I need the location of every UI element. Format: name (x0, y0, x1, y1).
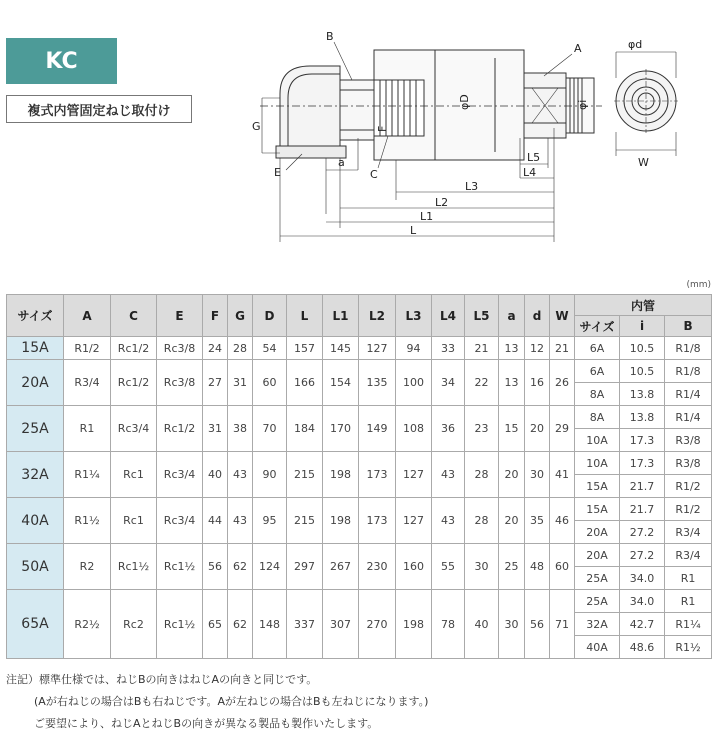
cell-l4: 78 (432, 590, 465, 659)
cell-g: 28 (228, 337, 253, 360)
cell-l2: 173 (359, 452, 396, 498)
dimension-drawing (240, 28, 710, 250)
cell-e: Rc1½ (157, 590, 203, 659)
cell-a: R2 (64, 544, 111, 590)
cell-l4: 36 (432, 406, 465, 452)
cell-w: 46 (550, 498, 575, 544)
cell-g: 43 (228, 452, 253, 498)
size-cell: 32A (7, 452, 64, 498)
label-G: G (252, 120, 261, 133)
cell-l2: 270 (359, 590, 396, 659)
inner-cell-i: 27.2 (620, 544, 665, 567)
cell-e: Rc3/4 (157, 452, 203, 498)
inner-cell-i: 10.5 (620, 360, 665, 383)
cell-c: Rc1½ (111, 544, 157, 590)
cell-g: 38 (228, 406, 253, 452)
col-header-9: L2 (359, 295, 396, 337)
size-cell: 40A (7, 498, 64, 544)
cell-c: Rc1/2 (111, 337, 157, 360)
cell-d: 48 (525, 544, 550, 590)
cell-l3: 160 (396, 544, 432, 590)
col-header-1: A (64, 295, 111, 337)
label-a: a (338, 156, 345, 169)
cell-e: Rc1½ (157, 544, 203, 590)
cell-f: 40 (203, 452, 228, 498)
cell-l4: 55 (432, 544, 465, 590)
cell-e: Rc1/2 (157, 406, 203, 452)
cell-a: R2½ (64, 590, 111, 659)
inner-cell-i: 13.8 (620, 406, 665, 429)
cell-l5: 22 (465, 360, 499, 406)
cell-l5: 30 (465, 544, 499, 590)
cell-l1: 307 (323, 590, 359, 659)
cell-d: 16 (525, 360, 550, 406)
inner-cell-b: R3/4 (665, 544, 712, 567)
notes (6, 669, 428, 735)
cell-f: 65 (203, 590, 228, 659)
col-header-11: L4 (432, 295, 465, 337)
size-cell: 65A (7, 590, 64, 659)
inner-cell-size: 6A (575, 337, 620, 360)
col-header-2: C (111, 295, 157, 337)
cell-e: Rc3/8 (157, 337, 203, 360)
col-header-13: a (499, 295, 525, 337)
note-line-3: ご要望により、ねじAとねじBの向きが異なる製品も製作いたします。 (34, 717, 379, 730)
spec-table (6, 294, 712, 659)
cell-a: 25 (499, 544, 525, 590)
cell-l1: 198 (323, 498, 359, 544)
inner-cell-i: 34.0 (620, 590, 665, 613)
cell-f: 24 (203, 337, 228, 360)
cell-l1: 198 (323, 452, 359, 498)
product-subtitle: 複式内管固定ねじ取付け (6, 95, 192, 123)
cell-f: 44 (203, 498, 228, 544)
label-phiD: φD (458, 94, 471, 110)
inner-cell-size: 32A (575, 613, 620, 636)
cell-l2: 127 (359, 337, 396, 360)
cell-l2: 149 (359, 406, 396, 452)
label-L: L (410, 224, 417, 237)
cell-d: 56 (525, 590, 550, 659)
cell-d: 60 (253, 360, 287, 406)
table-row (7, 360, 712, 383)
inner-cell-size: 10A (575, 452, 620, 475)
col-header-0: サイズ (7, 295, 64, 337)
inner-cell-i: 21.7 (620, 498, 665, 521)
inner-cell-size: 15A (575, 475, 620, 498)
inner-cell-i: 13.8 (620, 383, 665, 406)
label-F: F (376, 125, 389, 132)
col-header-12: L5 (465, 295, 499, 337)
col-header-4: F (203, 295, 228, 337)
cell-a: R1 (64, 406, 111, 452)
cell-d: 35 (525, 498, 550, 544)
inner-cell-i: 48.6 (620, 636, 665, 659)
inner-cell-size: 25A (575, 590, 620, 613)
col-header-10: L3 (396, 295, 432, 337)
cell-l5: 28 (465, 452, 499, 498)
table-header-row (7, 295, 712, 316)
cell-d: 70 (253, 406, 287, 452)
table-row (7, 498, 712, 521)
inner-cell-b: R1 (665, 567, 712, 590)
size-cell: 15A (7, 337, 64, 360)
cell-l2: 230 (359, 544, 396, 590)
unit-label: (mm) (686, 280, 711, 290)
cell-a: 20 (499, 498, 525, 544)
col-header-14: d (525, 295, 550, 337)
cell-l: 215 (287, 452, 323, 498)
inner-cell-i: 27.2 (620, 521, 665, 544)
label-phii: φi (576, 99, 589, 110)
cell-c: Rc1/2 (111, 360, 157, 406)
label-E: E (274, 166, 281, 179)
inner-cell-b: R3/8 (665, 429, 712, 452)
sub-header-2: B (665, 316, 712, 337)
cell-g: 62 (228, 590, 253, 659)
col-header-5: G (228, 295, 253, 337)
cell-l: 157 (287, 337, 323, 360)
cell-a: R1/2 (64, 337, 111, 360)
inner-cell-b: R1/4 (665, 406, 712, 429)
cell-e: Rc3/4 (157, 498, 203, 544)
inner-cell-size: 6A (575, 360, 620, 383)
sub-header-1: i (620, 316, 665, 337)
inner-cell-b: R1/2 (665, 498, 712, 521)
cell-l3: 108 (396, 406, 432, 452)
cell-d: 95 (253, 498, 287, 544)
note-line-2: (Aが右ねじの場合はBも右ねじです。Aが左ねじの場合はBも左ねじになります。) (34, 695, 429, 708)
inner-cell-size: 40A (575, 636, 620, 659)
cell-f: 27 (203, 360, 228, 406)
table-row (7, 590, 712, 613)
inner-cell-b: R1/4 (665, 383, 712, 406)
cell-l1: 145 (323, 337, 359, 360)
cell-l1: 154 (323, 360, 359, 406)
cell-a: R1½ (64, 498, 111, 544)
inner-cell-size: 20A (575, 521, 620, 544)
label-B: B (326, 30, 334, 43)
cell-f: 56 (203, 544, 228, 590)
cell-c: Rc2 (111, 590, 157, 659)
cell-d: 30 (525, 452, 550, 498)
product-code-badge: KC (6, 38, 117, 84)
cell-l3: 94 (396, 337, 432, 360)
cell-g: 62 (228, 544, 253, 590)
cell-l3: 127 (396, 452, 432, 498)
inner-cell-size: 10A (575, 429, 620, 452)
inner-cell-i: 42.7 (620, 613, 665, 636)
cell-w: 26 (550, 360, 575, 406)
cell-c: Rc1 (111, 498, 157, 544)
cell-l1: 170 (323, 406, 359, 452)
table-row (7, 544, 712, 567)
col-header-6: D (253, 295, 287, 337)
cell-l4: 34 (432, 360, 465, 406)
cell-l5: 23 (465, 406, 499, 452)
cell-d: 90 (253, 452, 287, 498)
cell-l1: 267 (323, 544, 359, 590)
inner-cell-size: 8A (575, 406, 620, 429)
table-row (7, 406, 712, 429)
cell-l2: 135 (359, 360, 396, 406)
cell-l: 184 (287, 406, 323, 452)
cell-l4: 33 (432, 337, 465, 360)
label-phid: φd (628, 38, 643, 51)
table-row (7, 452, 712, 475)
inner-cell-b: R1/8 (665, 360, 712, 383)
cell-d: 124 (253, 544, 287, 590)
cell-l3: 127 (396, 498, 432, 544)
cell-w: 29 (550, 406, 575, 452)
col-header-3: E (157, 295, 203, 337)
cell-e: Rc3/8 (157, 360, 203, 406)
cell-l: 337 (287, 590, 323, 659)
inner-cell-i: 17.3 (620, 429, 665, 452)
inner-pipe-group-header: 内管 (575, 295, 712, 316)
cell-a: 20 (499, 452, 525, 498)
cell-l: 215 (287, 498, 323, 544)
label-L5: L5 (527, 151, 541, 164)
label-L2: L2 (435, 196, 449, 209)
cell-a: R3/4 (64, 360, 111, 406)
label-L1: L1 (420, 210, 434, 223)
cell-g: 43 (228, 498, 253, 544)
inner-cell-size: 25A (575, 567, 620, 590)
inner-cell-b: R1/8 (665, 337, 712, 360)
table-row (7, 337, 712, 360)
cell-c: Rc3/4 (111, 406, 157, 452)
table-body (7, 337, 712, 659)
cell-a: R1¼ (64, 452, 111, 498)
inner-cell-b: R3/8 (665, 452, 712, 475)
cell-w: 71 (550, 590, 575, 659)
cell-d: 12 (525, 337, 550, 360)
label-W: W (638, 156, 649, 169)
cell-a: 13 (499, 360, 525, 406)
col-header-15: W (550, 295, 575, 337)
cell-f: 31 (203, 406, 228, 452)
cell-l4: 43 (432, 498, 465, 544)
cell-a: 15 (499, 406, 525, 452)
cell-a: 30 (499, 590, 525, 659)
size-cell: 50A (7, 544, 64, 590)
cell-d: 148 (253, 590, 287, 659)
col-header-8: L1 (323, 295, 359, 337)
cell-l: 166 (287, 360, 323, 406)
inner-cell-b: R3/4 (665, 521, 712, 544)
cell-l5: 21 (465, 337, 499, 360)
cell-g: 31 (228, 360, 253, 406)
inner-cell-b: R1½ (665, 636, 712, 659)
cell-l4: 43 (432, 452, 465, 498)
inner-cell-b: R1¼ (665, 613, 712, 636)
inner-cell-size: 20A (575, 544, 620, 567)
inner-cell-size: 15A (575, 498, 620, 521)
label-L3: L3 (465, 180, 479, 193)
cell-l2: 173 (359, 498, 396, 544)
cell-w: 21 (550, 337, 575, 360)
cell-l5: 28 (465, 498, 499, 544)
inner-cell-b: R1/2 (665, 475, 712, 498)
inner-cell-i: 10.5 (620, 337, 665, 360)
cell-d: 20 (525, 406, 550, 452)
label-L4: L4 (523, 166, 537, 179)
sub-header-0: サイズ (575, 316, 620, 337)
inner-cell-i: 17.3 (620, 452, 665, 475)
inner-cell-i: 34.0 (620, 567, 665, 590)
cell-a: 13 (499, 337, 525, 360)
cell-w: 41 (550, 452, 575, 498)
note-line-1: 注記）標準仕様では、ねじBの向きはねじAの向きと同じです。 (6, 673, 318, 686)
cell-l3: 198 (396, 590, 432, 659)
cell-l5: 40 (465, 590, 499, 659)
size-cell: 20A (7, 360, 64, 406)
size-cell: 25A (7, 406, 64, 452)
cell-d: 54 (253, 337, 287, 360)
cell-w: 60 (550, 544, 575, 590)
cell-c: Rc1 (111, 452, 157, 498)
col-header-7: L (287, 295, 323, 337)
label-C: C (370, 168, 378, 181)
cell-l: 297 (287, 544, 323, 590)
inner-cell-b: R1 (665, 590, 712, 613)
label-A: A (574, 42, 582, 55)
cell-l3: 100 (396, 360, 432, 406)
inner-cell-size: 8A (575, 383, 620, 406)
inner-cell-i: 21.7 (620, 475, 665, 498)
